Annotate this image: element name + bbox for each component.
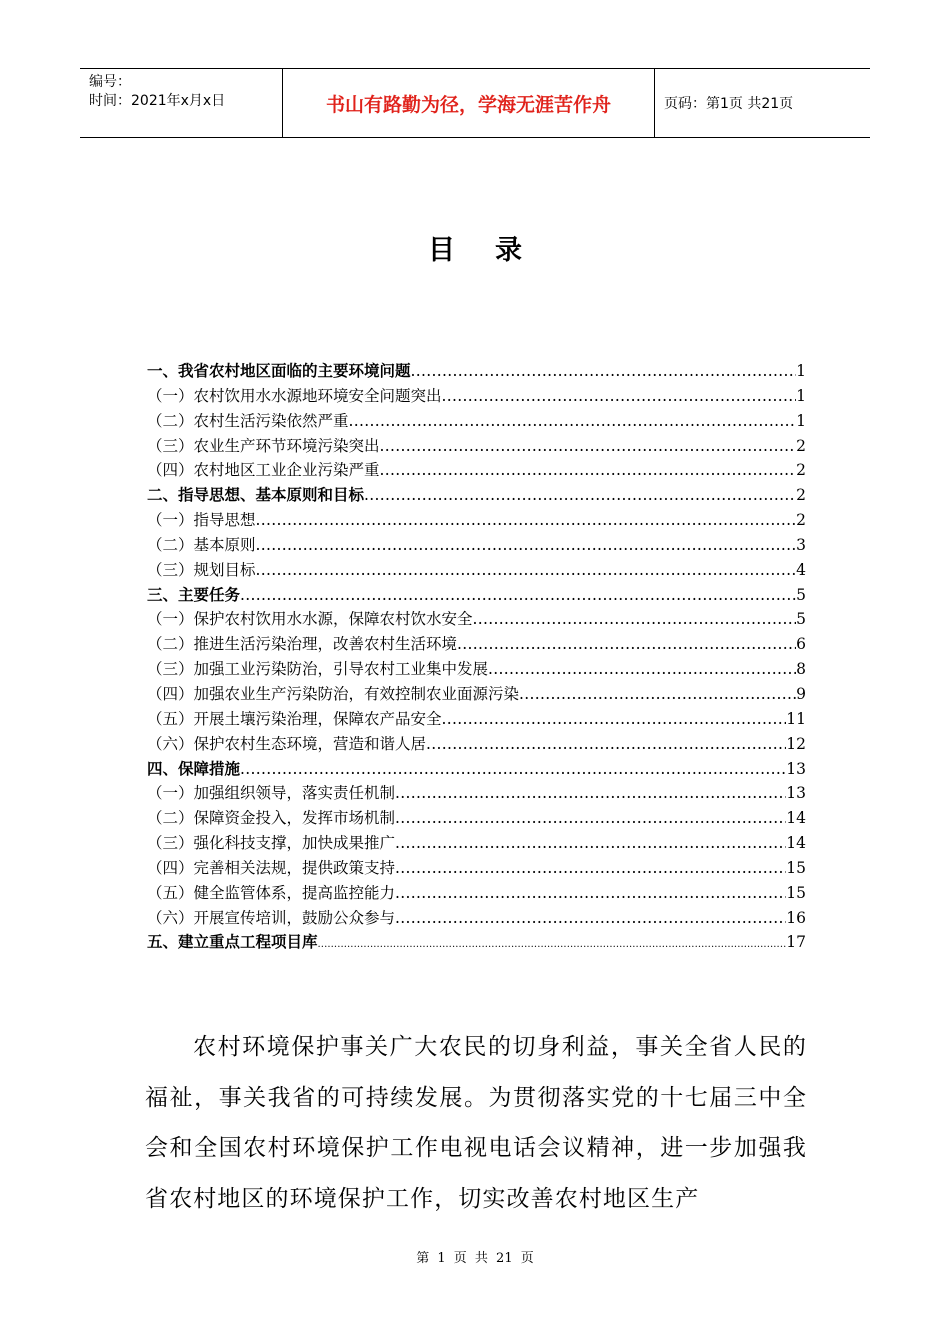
toc-entry-page: 13 [786,759,806,778]
toc-dot-leader [426,735,786,753]
toc-entry[interactable] [147,757,806,782]
toc-dot-leader [395,834,786,852]
header-table [80,68,870,138]
toc-dot-leader [395,784,786,802]
toc-dot-leader [364,486,796,504]
toc-entry-page: 1 [796,411,806,430]
toc-entry-title: （一）农村饮用水水源地环境安全问题突出 [147,386,442,405]
toc-dot-leader [240,760,786,778]
toc-entry[interactable] [147,632,806,657]
toc-entry[interactable] [147,657,806,682]
header-page-code: 页码：第1页 共21页 [664,96,794,112]
toc-dot-leader [519,685,796,703]
toc-entry[interactable] [147,384,806,409]
body-paragraph: 农村环境保护事关广大农民的切身利益，事关全省人民的福祉，事关我省的可持续发展。为贯彻落实党的十七届三中全会和全国农村环境保护工作电视电话会议精神，进一步加强我省农村地区的环境保护工作，切实改善农村地区生产 [145,1034,807,1213]
header-motto: 书山有路勤为径，学海无涯苦作舟 [283,69,655,137]
toc-entry-title: 二、指导思想、基本原则和目标 [147,486,365,505]
toc-dot-leader [318,933,787,951]
toc-entry-title: （六）开展宣传培训，鼓励公众参与 [147,908,396,927]
toc-entry-title: 三、主要任务 [147,585,241,604]
page-footer: 第 1 页 共 21 页 [416,1251,534,1266]
toc-entry-title: （五）开展土壤污染治理，保障农产品安全 [147,709,442,728]
toc-entry-title: （三）强化科技支撑，加快成果推广 [147,834,396,853]
toc-entry-title: （二）农村生活污染依然严重 [147,411,349,430]
toc-entry-title: （五）健全监管体系，提高监控能力 [147,883,396,902]
toc-dot-leader [442,387,797,405]
toc-entry-page: 17 [786,933,806,952]
toc-dot-leader [457,635,796,653]
toc-entry-title: （三）农业生产环节环境污染突出 [147,436,380,455]
toc-dot-leader [395,909,786,927]
toc-entry[interactable] [147,831,806,856]
toc-entry-page: 5 [796,585,806,604]
toc-entry-page: 16 [786,908,806,927]
toc-dot-leader [240,586,796,604]
toc-entry[interactable] [147,558,806,583]
time-label: 时间：2021年x月x日 [89,93,226,109]
table-of-contents [147,359,806,955]
toc-entry-title: （三）加强工业污染防治，引导农村工业集中发展 [147,660,489,679]
toc-entry[interactable] [147,583,806,608]
toc-title: 目录 [428,235,562,266]
toc-entry[interactable] [147,930,806,955]
toc-entry[interactable] [147,732,806,757]
toc-entry-title: 五、建立重点工程项目库 [147,933,318,952]
toc-dot-leader [349,412,797,430]
toc-entry-page: 14 [786,834,806,853]
toc-dot-leader [473,610,797,628]
toc-entry[interactable] [147,458,806,483]
toc-entry-title: （三）规划目标 [147,560,256,579]
toc-entry-page: 6 [796,635,806,654]
toc-entry-page: 8 [796,660,806,679]
toc-entry[interactable] [147,906,806,931]
toc-entry-page: 5 [796,610,806,629]
toc-entry-title: （四）加强农业生产污染防治，有效控制农业面源污染 [147,684,520,703]
toc-dot-leader [395,859,786,877]
toc-entry[interactable] [147,533,806,558]
toc-entry-title: 一、我省农村地区面临的主要环境问题 [147,362,411,380]
toc-entry-title: （六）保护农村生态环境，营造和谐人居 [147,734,427,753]
toc-dot-leader [488,660,796,678]
toc-entry[interactable] [147,508,806,533]
toc-dot-leader [380,437,797,455]
toc-entry-page: 13 [786,784,806,803]
toc-entry-page: 15 [786,858,806,877]
toc-entry[interactable] [147,881,806,906]
toc-dot-leader [442,710,787,728]
toc-entry[interactable] [147,359,806,384]
toc-entry-page: 11 [786,709,806,728]
toc-entry-page: 15 [786,883,806,902]
toc-entry-page: 2 [796,486,806,505]
toc-entry-page: 3 [796,535,806,554]
toc-entry[interactable] [147,781,806,806]
toc-entry-page: 9 [796,684,806,703]
toc-dot-leader [395,809,786,827]
toc-entry-title: （四）农村地区工业企业污染严重 [147,461,380,480]
header-meta-cell [80,69,283,137]
number-label: 编号： [89,74,131,90]
toc-dot-leader [395,884,786,902]
toc-entry-page: 2 [796,511,806,530]
toc-entry-title: （二）基本原则 [147,535,256,554]
toc-entry[interactable] [147,682,806,707]
toc-entry[interactable] [147,856,806,881]
toc-entry-title: 四、保障措施 [147,759,241,778]
toc-entry-page: 12 [786,734,806,753]
toc-dot-leader [256,511,797,529]
toc-entry[interactable] [147,483,806,508]
toc-entry-page: 14 [786,809,806,828]
toc-entry-page: 2 [796,461,806,480]
toc-entry[interactable] [147,409,806,434]
toc-entry-page: 4 [796,560,806,579]
toc-entry-title: （二）推进生活污染治理，改善农村生活环境 [147,635,458,654]
toc-entry[interactable] [147,707,806,732]
toc-entry-page: 2 [796,436,806,455]
toc-entry-title: （一）指导思想 [147,511,256,530]
toc-entry-title: （一）加强组织领导，落实责任机制 [147,784,396,803]
toc-entry-page: 1 [796,386,806,405]
toc-dot-leader [411,362,797,380]
toc-entry-title: （二）保障资金投入，发挥市场机制 [147,809,396,828]
toc-entry-title: （一）保护农村饮用水水源，保障农村饮水安全 [147,610,473,629]
toc-dot-leader [256,536,797,554]
toc-dot-leader [256,561,797,579]
toc-entry[interactable] [147,434,806,459]
toc-dot-leader [380,461,797,479]
toc-entry[interactable] [147,607,806,632]
toc-entry[interactable] [147,806,806,831]
toc-entry-page: 1 [796,362,806,380]
toc-entry-title: （四）完善相关法规，提供政策支持 [147,858,396,877]
